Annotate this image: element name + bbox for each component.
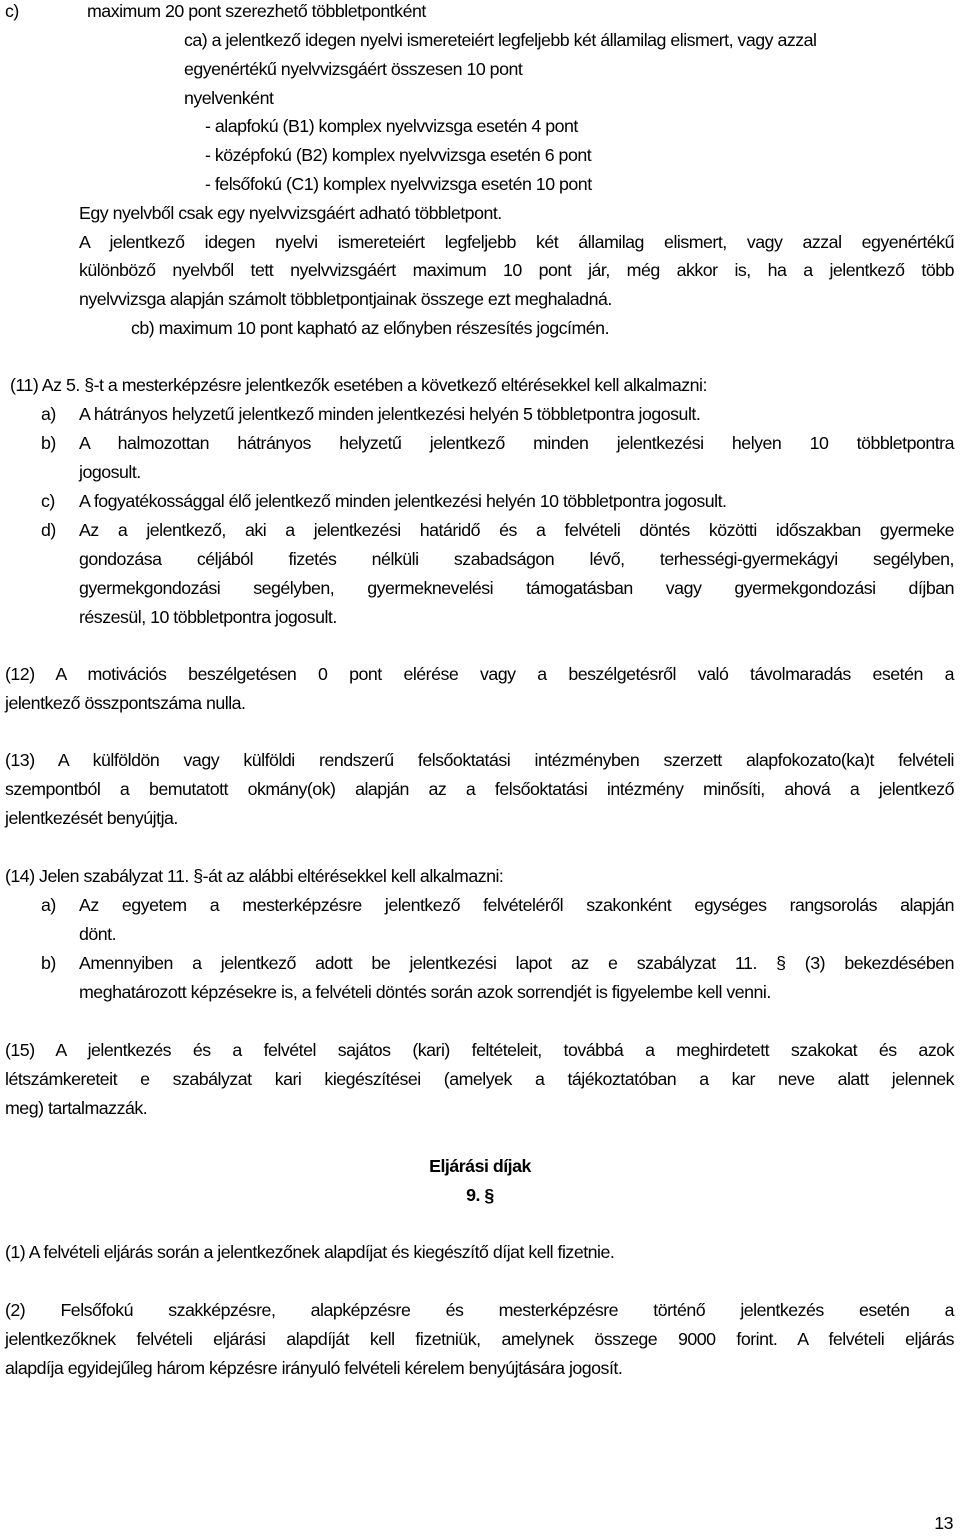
list-marker: c)	[41, 491, 55, 511]
text-line: maximum 20 pont szerezhető többletpontként	[87, 1, 426, 21]
list-marker: c)	[5, 1, 19, 21]
section-12: (12) A motivációs beszélgetésen 0 pont elérése vagy a beszélgetésről való távolmaradás esetén a	[5, 664, 954, 684]
list-marker: a)	[41, 404, 56, 424]
text-line: különböző nyelvből tett nyelvvizsgáért maximum 10 pont jár, még akkor is, ha a jelentkező több	[79, 260, 954, 280]
list-item: A halmozottan hátrányos helyzetű jelentkező minden jelentkezési helyen 10 többletpontra	[79, 433, 954, 453]
section-15: (15) A jelentkezés és a felvétel sajátos (kari) feltételeit, továbbá a meghirdetett szakokat és azok	[5, 1040, 954, 1060]
list-marker: a)	[41, 895, 56, 915]
text-line: A jelentkező idegen nyelvi ismereteiért legfeljebb két államilag elismert, vagy azzal egyenértékű	[79, 232, 954, 252]
list-item: részesül, 10 többletpontra jogosult.	[79, 607, 337, 627]
text-line: cb) maximum 10 pont kapható az előnyben részesítés jogcímén.	[131, 318, 610, 338]
section-13: (13) A külföldön vagy külföldi rendszerű felsőoktatási intézményben szerzett alapfokozato(ka)t felvételi	[5, 750, 954, 770]
page-number: 13	[934, 1513, 953, 1533]
list-item: - felsőfokú (C1) komplex nyelvvizsga esetén 10 pont	[205, 174, 592, 194]
list-marker: b)	[41, 433, 56, 453]
list-item: gondozása céljából fizetés nélküli szabadságon lévő, terhességi-gyermekágyi segélyben,	[79, 549, 954, 569]
paragraph-1: (1) A felvételi eljárás során a jelentkezőnek alapdíjat és kiegészítő díjat kell fizetnie.	[5, 1242, 615, 1262]
list-item: dönt.	[79, 924, 117, 944]
text-line: ca) a jelentkező idegen nyelvi ismereteiért legfeljebb két államilag elismert, vagy azzal	[184, 30, 817, 50]
list-item: A hátrányos helyzetű jelentkező minden jelentkezési helyén 5 többletpontra jogosult.	[79, 404, 701, 424]
list-item: jogosult.	[79, 462, 141, 482]
list-marker: b)	[41, 953, 56, 973]
paragraph-2: jelentkezőknek felvételi eljárási alapdíját kell fizetniük, amelynek összege 9000 forint. A felvételi eljárás	[5, 1329, 954, 1349]
list-item: Amennyiben a jelentkező adott be jelentkezési lapot az e szabályzat 11. § (3) bekezdésében	[79, 953, 954, 973]
section-15: létszámkereteit e szabályzat kari kiegészítései (amelyek a tájékoztatóban a kar neve alatt jelennek	[5, 1069, 954, 1089]
section-title: Eljárási díjak	[429, 1156, 531, 1176]
list-marker: d)	[41, 520, 56, 540]
text-line: nyelvenként	[184, 88, 274, 108]
list-item: Az egyetem a mesterképzésre jelentkező felvételéről szakonként egységes rangsorolás alapján	[79, 895, 954, 915]
section-11-heading: (11) Az 5. §-t a mesterképzésre jelentkezők esetében a következő eltérésekkel kell alkalmazni:	[10, 375, 707, 395]
text-line: nyelvvizsga alapján számolt többletpontjainak összege ezt meghaladná.	[79, 289, 612, 309]
list-item: meghatározott képzésekre is, a felvételi döntés során azok sorrendjét is figyelembe kell venni.	[79, 982, 771, 1002]
section-13: szempontból a bemutatott okmány(ok) alapján az a felsőoktatási intézmény minősíti, ahová a jelentkező	[5, 779, 954, 799]
section-15: meg) tartalmazzák.	[5, 1098, 148, 1118]
text-line: egyenértékű nyelvvizsgáért összesen 10 pont	[184, 59, 523, 79]
text-line: Egy nyelvből csak egy nyelvvizsgáért adható többletpont.	[79, 203, 502, 223]
paragraph-2: alapdíja egyidejűleg három képzésre irányuló felvételi kérelem benyújtására jogosít.	[5, 1358, 623, 1378]
section-13: jelentkezését benyújtja.	[5, 808, 178, 828]
section-14-heading: (14) Jelen szabályzat 11. §-át az alábbi eltérésekkel kell alkalmazni:	[5, 866, 504, 886]
section-number: 9. §	[466, 1185, 494, 1205]
list-item: - alapfokú (B1) komplex nyelvvizsga esetén 4 pont	[205, 116, 578, 136]
list-item: Az a jelentkező, aki a jelentkezési határidő és a felvételi döntés közötti időszakban gyermeke	[79, 520, 954, 540]
paragraph-2: (2) Felsőfokú szakképzésre, alapképzésre és mesterképzésre történő jelentkezés esetén a	[5, 1300, 954, 1320]
section-12: jelentkező összpontszáma nulla.	[5, 693, 246, 713]
list-item: A fogyatékossággal élő jelentkező minden jelentkezési helyén 10 többletpontra jogosult.	[79, 491, 727, 511]
list-item: gyermekgondozási segélyben, gyermeknevelési támogatásban vagy gyermekgondozási díjban	[79, 578, 954, 598]
list-item: - középfokú (B2) komplex nyelvvizsga esetén 6 pont	[205, 145, 592, 165]
